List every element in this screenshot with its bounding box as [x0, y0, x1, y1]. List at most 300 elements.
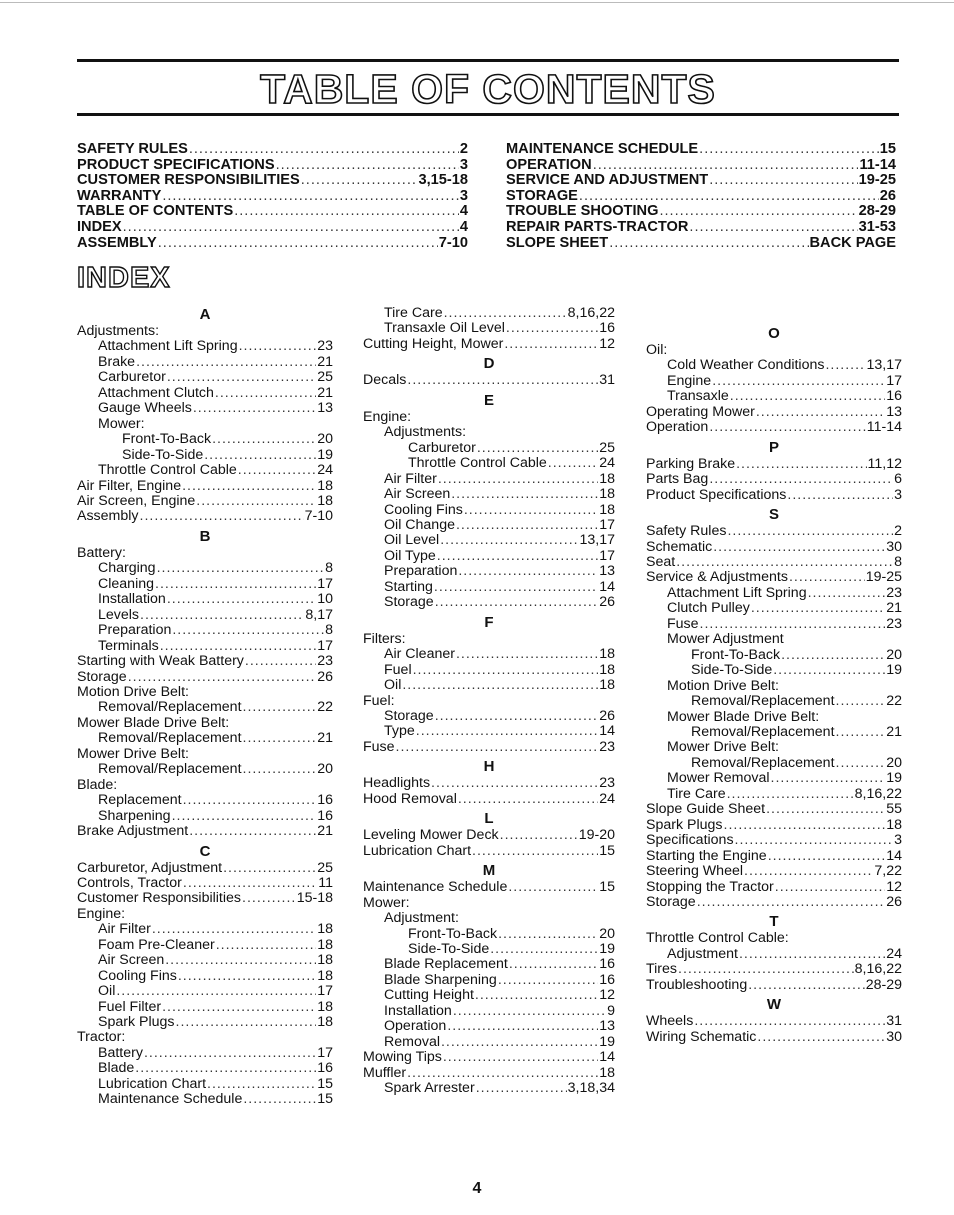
index-entry-page: 18: [599, 677, 615, 694]
index-entry-page: 18: [317, 936, 333, 953]
index-entry-label: Side-To-Side: [122, 446, 204, 463]
dot-leader: [441, 1035, 598, 1050]
index-entry-page: 24: [317, 462, 333, 479]
index-entry-label: Starting: [384, 578, 433, 595]
dot-leader: [689, 220, 857, 236]
index-entry-page: 17: [317, 637, 333, 654]
index-entry-label: Operation: [384, 1018, 447, 1035]
dot-leader: [548, 456, 598, 471]
index-letter-heading: O: [768, 325, 780, 342]
index-entry-page: 16: [599, 971, 615, 988]
index-entry-label: Maintenance Schedule: [98, 1091, 243, 1108]
index-entry: [77, 592, 333, 607]
index-letter-heading: D: [483, 355, 495, 373]
index-entry-page: 22: [317, 699, 333, 716]
index-entry-label: Lubrication Chart: [98, 1075, 207, 1092]
dot-leader: [712, 374, 885, 389]
index-entry: [646, 555, 902, 570]
index-entry-page: 14: [599, 578, 615, 595]
index-entry-page: 16: [317, 1060, 333, 1077]
dot-leader: [136, 355, 316, 370]
dot-leader: [697, 895, 886, 910]
index-entry-page: 23: [599, 738, 615, 755]
index-entry-page: 12: [599, 987, 615, 1004]
dot-leader: [700, 617, 886, 632]
index-entry: [646, 756, 902, 771]
index-entry-page: 17: [599, 547, 615, 564]
index-entry: [77, 355, 333, 370]
index-entry-page: 18: [317, 998, 333, 1015]
index-entry-label: Storage: [646, 893, 696, 910]
index-entry-label: Air Cleaner: [384, 646, 455, 663]
index-entry-label: Installation: [98, 591, 166, 608]
index-letter-heading: M: [482, 862, 496, 880]
index-group-heading: Adjustment:: [384, 910, 459, 927]
index-entry: [363, 880, 615, 895]
dot-leader: [135, 1061, 316, 1076]
index-entry-page: 18: [317, 967, 333, 984]
index-entry-page: 13: [886, 403, 902, 420]
dot-leader: [178, 969, 316, 984]
dot-leader: [490, 942, 598, 957]
index-entry-page: 15: [317, 1091, 333, 1108]
index-entry: [646, 358, 902, 373]
index-entry-page: 16: [886, 388, 902, 405]
index-entry-label: Troubleshooting: [646, 976, 748, 993]
index-entry-page: 16: [317, 807, 333, 824]
index-group-heading: Mower:: [98, 415, 145, 432]
dot-leader: [836, 694, 886, 709]
index-entry-label: Throttle Control Cable: [98, 462, 237, 479]
dot-leader: [748, 978, 864, 993]
index-entry: [77, 670, 333, 685]
index-group-heading: Tractor:: [77, 1029, 126, 1046]
index-entry-page: 16: [599, 956, 615, 973]
index-entry-label: Fuel: [384, 661, 412, 678]
dot-leader: [787, 488, 893, 503]
toc-entry-label: PRODUCT SPECIFICATIONS: [77, 156, 275, 173]
index-entry-page: 16: [599, 320, 615, 337]
dot-leader: [204, 448, 316, 463]
dot-leader: [245, 654, 316, 669]
index-entry: [363, 792, 615, 807]
index-entry-label: Steering Wheel: [646, 863, 743, 880]
toc-entry: [506, 204, 896, 220]
index-entry-label: Air Screen: [98, 952, 165, 969]
dot-leader: [458, 792, 598, 807]
index-entry-label: Schematic: [646, 538, 713, 555]
index-entry-label: Oil Type: [384, 547, 436, 564]
dot-leader: [189, 142, 459, 158]
index-entry: [363, 647, 615, 662]
index-entry-page: 26: [599, 707, 615, 724]
dot-leader: [116, 984, 316, 999]
index-entry: [363, 973, 615, 988]
dot-leader: [456, 647, 598, 662]
dot-leader: [744, 864, 873, 879]
toc-entry-page: 11-14: [859, 156, 896, 173]
index-entry: [363, 564, 615, 579]
index-entry-page: 13,17: [579, 532, 615, 549]
index-entry: [77, 386, 333, 401]
index-entry-label: Fuse: [363, 738, 395, 755]
index-entry: [77, 731, 333, 746]
dot-leader: [464, 503, 598, 518]
index-entry-label: Levels: [98, 606, 140, 623]
index-entry-page: 25: [317, 859, 333, 876]
index-entry-page: 3: [894, 832, 902, 849]
index-entry: [77, 984, 333, 999]
index-entry-page: 19: [599, 1033, 615, 1050]
index-entry: [646, 833, 902, 848]
index-entry: [646, 849, 902, 864]
dot-leader: [152, 922, 316, 937]
index-entry-label: Storage: [384, 594, 434, 611]
index-entry: [363, 337, 615, 352]
index-entry: [646, 488, 902, 503]
index-entry-page: 18: [317, 1014, 333, 1031]
dot-leader: [413, 663, 599, 678]
index-entry: [646, 405, 902, 420]
index-entry-page: 18: [317, 921, 333, 938]
index-entry: [646, 570, 902, 585]
dot-leader: [757, 1030, 885, 1045]
dot-leader: [498, 973, 598, 988]
top-scan-rule: [0, 2, 954, 3]
dot-leader: [165, 953, 316, 968]
index-entry: [363, 776, 615, 791]
index-group-heading: Mower:: [363, 894, 410, 911]
index-entry: [646, 663, 902, 678]
index-entry-page: 18: [599, 501, 615, 518]
index-entry-page: 18: [317, 952, 333, 969]
index-entry: [77, 1000, 333, 1015]
index-entry-label: Blade Sharpening: [384, 971, 497, 988]
index-entry-label: Cleaning: [98, 575, 155, 592]
index-entry: [363, 1004, 615, 1019]
dot-leader: [140, 509, 304, 524]
index-entry-label: Seat: [646, 553, 676, 570]
toc-left-column: [77, 142, 468, 251]
dot-leader: [508, 880, 598, 895]
index-entry-label: Charging: [98, 560, 156, 577]
index-entry: [77, 448, 333, 463]
index-entry: [77, 1015, 333, 1030]
index-entry: [363, 1035, 615, 1050]
index-entry-label: Clutch Pulley: [667, 600, 750, 617]
index-entry-label: Air Screen, Engine: [77, 492, 196, 509]
index-entry: [77, 608, 333, 623]
toc-entry-label: ASSEMBLY: [77, 234, 157, 251]
index-entry-label: Type: [384, 723, 415, 740]
index-entry-label: Starting with Weak Battery: [77, 653, 244, 670]
index-entry-label: Terminals: [98, 637, 159, 654]
index-entry-page: 31: [599, 372, 615, 389]
index-letter-heading: T: [769, 913, 779, 931]
dot-leader: [456, 518, 598, 533]
index-entry: [77, 479, 333, 494]
toc-entry-page: 15: [879, 141, 896, 157]
index-entry-page: 19: [886, 770, 902, 787]
index-entry-page: 21: [317, 823, 333, 840]
dot-leader: [727, 787, 854, 802]
toc-entry-page: 31-53: [858, 218, 896, 235]
dot-leader: [183, 876, 317, 891]
dot-leader: [789, 570, 865, 585]
index-entry-label: Transaxle: [667, 388, 729, 405]
index-entry-label: Front-To-Back: [408, 925, 498, 942]
index-entry-page: 11-14: [866, 419, 902, 436]
dot-leader: [709, 472, 893, 487]
dot-leader: [472, 844, 598, 859]
index-entry: [646, 802, 902, 817]
dot-leader: [678, 962, 854, 977]
dot-leader: [238, 463, 316, 478]
index-entry: [77, 623, 333, 638]
index-entry: [646, 947, 902, 962]
index-entry-label: Maintenance Schedule: [363, 879, 508, 896]
toc-entry-label: WARRANTY: [77, 187, 162, 204]
dot-leader: [713, 540, 885, 555]
index-entry-page: 8,16,22: [854, 961, 902, 978]
index-entry-label: Brake Adjustment: [77, 823, 189, 840]
index-group-heading: Filters:: [363, 630, 406, 647]
dot-leader: [407, 373, 598, 388]
toc-entry: [77, 158, 468, 174]
index-group-heading: Oil:: [646, 342, 668, 358]
index-column-2: [363, 306, 615, 1096]
index-entry: [363, 306, 615, 321]
dot-leader: [781, 648, 885, 663]
dot-leader: [736, 457, 866, 472]
index-entry-page: 21: [317, 353, 333, 370]
index-entry: [77, 654, 333, 669]
index-group-heading: Mower Drive Belt:: [667, 739, 779, 756]
index-entry-label: Removal/Replacement: [98, 761, 242, 778]
index-entry: [363, 1081, 615, 1096]
index-entry-page: 8,16,22: [854, 785, 902, 802]
dot-leader: [431, 776, 598, 791]
index-entry-label: Service & Adjustments: [646, 569, 788, 586]
dot-leader: [444, 306, 567, 321]
toc-entry-label: TROUBLE SHOOTING: [506, 203, 659, 220]
index-entry-label: Side-To-Side: [408, 940, 490, 957]
index-entry: [363, 321, 615, 336]
dot-leader: [500, 828, 578, 843]
index-entry-page: 17: [317, 983, 333, 1000]
index-entry: [77, 1077, 333, 1092]
index-entry-label: Removal/Replacement: [691, 693, 835, 710]
index-entry-label: Removal/Replacement: [98, 730, 242, 747]
index-entry-label: Tire Care: [667, 785, 726, 802]
dot-leader: [172, 623, 324, 638]
index-entry: [77, 1046, 333, 1061]
index-entry: [646, 725, 902, 740]
index-entry: [363, 549, 615, 564]
index-entry: [646, 864, 902, 879]
index-entry-page: 18: [886, 816, 902, 833]
index-column-1: [77, 303, 333, 1108]
dot-leader: [709, 173, 857, 189]
index-entry-page: 20: [317, 431, 333, 448]
dot-leader: [216, 938, 317, 953]
index-entry-page: 23: [317, 338, 333, 355]
toc-entry-label: STORAGE: [506, 187, 578, 204]
index-letter-heading: W: [766, 996, 782, 1014]
index-entry-page: 15: [599, 879, 615, 896]
index-entry-label: Battery: [98, 1044, 143, 1061]
index-entry: [363, 503, 615, 518]
index-entry: [646, 694, 902, 709]
toc-entry-page: 3,15-18: [418, 172, 468, 189]
dot-leader: [162, 189, 459, 205]
dot-leader: [735, 833, 894, 848]
index-entry: [646, 648, 902, 663]
index-entry-page: 18: [599, 1064, 615, 1081]
index-entry-label: Hood Removal: [363, 790, 457, 807]
index-entry: [646, 978, 902, 993]
index-entry-label: Front-To-Back: [691, 646, 781, 663]
index-entry: [77, 922, 333, 937]
index-group-heading: Mower Adjustment: [667, 631, 784, 648]
index-entry-page: 14: [886, 847, 902, 864]
dot-leader: [440, 533, 578, 548]
index-entry-page: 16: [317, 792, 333, 809]
dot-leader: [407, 1066, 598, 1081]
index-entry: [77, 509, 333, 524]
dot-leader: [676, 555, 893, 570]
dot-leader: [453, 1004, 606, 1019]
dot-leader: [609, 236, 808, 252]
toc-entry: [77, 204, 468, 220]
index-entry-page: 13,17: [866, 357, 902, 374]
index-entry-page: 17: [886, 372, 902, 389]
dot-leader: [212, 432, 316, 447]
toc-entry: [506, 158, 896, 174]
toc-entry-label: INDEX: [77, 218, 122, 235]
toc-entry-page: 4: [459, 218, 468, 235]
index-entry-label: Air Screen: [384, 486, 451, 503]
index-entry: [77, 700, 333, 715]
index-entry-page: 19: [886, 662, 902, 679]
index-entry: [77, 577, 333, 592]
index-entry: [363, 1019, 615, 1034]
toc-entry: [506, 173, 896, 189]
toc-entry-label: CUSTOMER RESPONSIBILITIES: [77, 172, 300, 189]
index-entry-label: Carburetor: [98, 369, 166, 386]
dot-leader: [458, 564, 598, 579]
index-entry-page: 21: [886, 723, 902, 740]
index-entry: [363, 663, 615, 678]
toc-entry: [77, 220, 468, 236]
dot-leader: [276, 158, 459, 174]
index-letter-heading: C: [199, 842, 211, 860]
index-entry-page: 19: [599, 940, 615, 957]
index-entry: [646, 389, 902, 404]
index-group-heading: Throttle Control Cable:: [646, 930, 789, 947]
index-entry-label: Product Specifications: [646, 486, 787, 503]
dot-leader: [243, 731, 317, 746]
toc-entry-page: 4: [459, 203, 468, 220]
index-group-heading: Mower Blade Drive Belt:: [77, 714, 230, 731]
index-entry: [363, 709, 615, 724]
index-letter-heading: A: [199, 306, 211, 323]
toc-entry-label: MAINTENANCE SCHEDULE: [506, 141, 699, 157]
index-entry-label: Parts Bag: [646, 471, 709, 488]
index-entry-page: 7,22: [874, 863, 902, 880]
index-entry-label: Fuse: [667, 615, 699, 632]
index-entry-label: Leveling Mower Deck: [363, 827, 499, 844]
index-entry-label: Mowing Tips: [363, 1049, 442, 1066]
index-entry-label: Attachment Clutch: [98, 384, 214, 401]
index-entry-page: 15: [599, 842, 615, 859]
dot-leader: [196, 494, 316, 509]
index-entry: [646, 1014, 902, 1029]
index-entry-page: 2: [894, 523, 902, 540]
index-entry-page: 18: [599, 470, 615, 487]
index-entry-label: Oil: [384, 677, 402, 694]
index-entry-label: Cooling Fins: [384, 501, 463, 518]
dot-leader: [140, 608, 304, 623]
dot-leader: [193, 401, 316, 416]
index-entry-label: Storage: [384, 707, 434, 724]
dot-leader: [435, 709, 599, 724]
index-entry-page: 26: [317, 668, 333, 685]
index-entry-label: Attachment Lift Spring: [667, 584, 807, 601]
dot-leader: [243, 1092, 316, 1107]
index-entry: [646, 818, 902, 833]
index-entry-label: Air Filter, Engine: [77, 477, 182, 494]
index-entry: [77, 762, 333, 777]
toc-entry-page: BACK PAGE: [809, 234, 896, 251]
index-entry-label: Front-To-Back: [122, 431, 212, 448]
index-entry-label: Removal/Replacement: [98, 699, 242, 716]
index-entry: [363, 472, 615, 487]
dot-leader: [727, 524, 893, 539]
dot-leader: [182, 479, 316, 494]
index-entry-page: 17: [317, 1044, 333, 1061]
index-entry: [646, 457, 902, 472]
index-entry-label: Adjustment: [667, 945, 738, 962]
index-entry: [77, 793, 333, 808]
page-number: 4: [472, 1180, 482, 1197]
index-entry-page: 19: [317, 446, 333, 463]
index-entry-label: Replacement: [98, 792, 182, 809]
index-entry-label: Slope Guide Sheet: [646, 801, 766, 818]
dot-leader: [239, 339, 317, 354]
index-entry-label: Spark Arrester: [384, 1080, 475, 1097]
dot-leader: [771, 771, 886, 786]
toc-entry-page: 26: [879, 187, 896, 204]
dot-leader: [301, 173, 418, 189]
index-entry-label: Cold Weather Conditions: [667, 357, 825, 374]
index-entry-label: Headlights: [363, 775, 431, 792]
dot-leader: [416, 724, 598, 739]
index-entry: [77, 953, 333, 968]
index-entry-label: Wiring Schematic: [646, 1028, 757, 1045]
index-entry-label: Installation: [384, 1002, 452, 1019]
toc-entry-page: 2: [459, 141, 468, 157]
dot-leader: [475, 988, 598, 1003]
title-top-rule: [77, 59, 899, 62]
toc-entry-label: TABLE OF CONTENTS: [77, 203, 234, 220]
dot-leader: [498, 927, 598, 942]
dot-leader: [215, 386, 316, 401]
index-entry-page: 8: [325, 560, 333, 577]
index-letter-heading: P: [768, 438, 779, 456]
index-entry-page: 3: [894, 486, 902, 503]
index-entry: [77, 1092, 333, 1107]
